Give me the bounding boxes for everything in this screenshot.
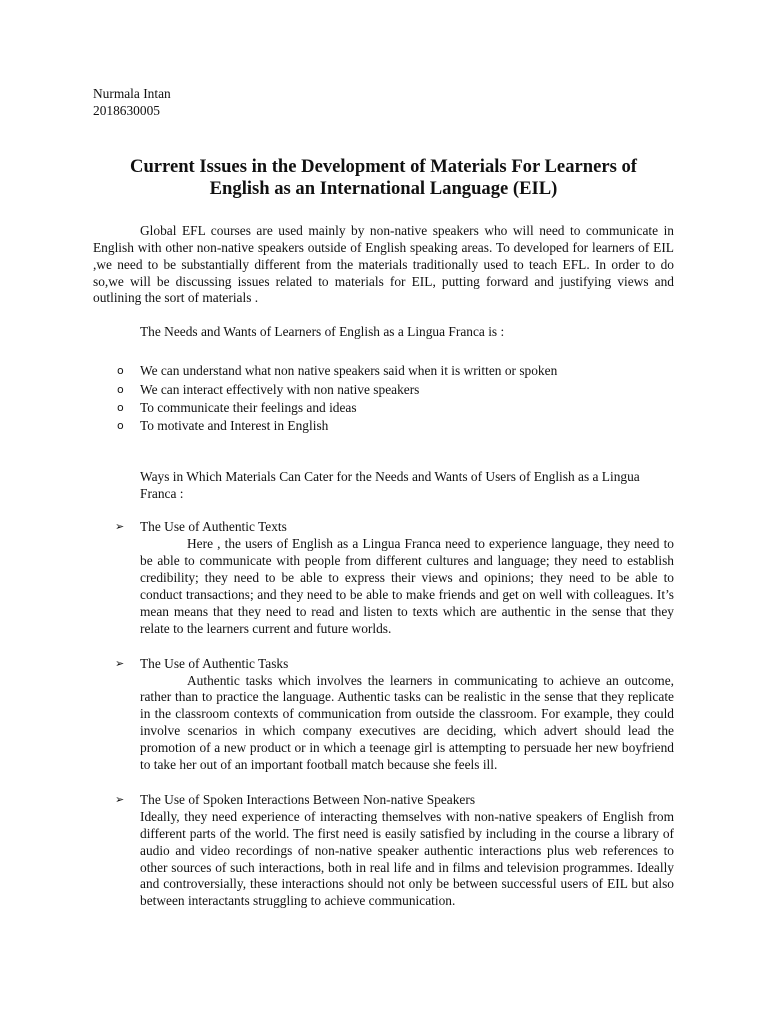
bullet-icon: o bbox=[117, 400, 124, 414]
arrow-bullet-icon: ➢ bbox=[115, 656, 125, 670]
student-id: 2018630005 bbox=[93, 102, 160, 118]
section-title: The Use of Spoken Interactions Between Non-native Speakers bbox=[140, 791, 476, 807]
section-spoken-interactions bbox=[93, 792, 674, 910]
section-title: The Use of Authentic Texts bbox=[140, 519, 287, 535]
arrow-bullet-icon: ➢ bbox=[115, 520, 125, 534]
section-body: Authentic tasks which involves the learners in communicating to achieve an outcome, rather than to practice the language. Authentic tasks can be realistic in the sense that they replicate in the classroom contexts of communication from outside the classroom. For example, they could involve scenarios in which company executives are deciding, which advert should lead the promotion of a new product or in which a teenage girl is attempting to persuade her new boyfriend to take her out of an important football match because she feels ill. bbox=[140, 672, 674, 773]
bullet-icon: o bbox=[117, 364, 124, 378]
list-item-text: We can interact effectively with non native speakers bbox=[140, 381, 420, 397]
author-name: Nurmala Intan bbox=[93, 86, 171, 101]
title-line-1: Current Issues in the Development of Materials For Learners of bbox=[130, 155, 637, 177]
list-item bbox=[93, 362, 674, 380]
list-item bbox=[93, 381, 674, 399]
list-item bbox=[93, 399, 674, 417]
list-item-text: To motivate and Interest in English bbox=[140, 418, 329, 434]
list-item bbox=[93, 417, 674, 435]
intro-paragraph: Global EFL courses are used mainly by non-native speakers who will need to communicate in English with other non-native speakers outside of English speaking areas. To developed for learners of EIL ,we need to be substantially different from the materials traditionally used to teach EFL. In order to do so,we will be discussing issues related to materials for EIL, putting forward and justifying views and outlining the sort of materials . bbox=[93, 222, 674, 306]
document-page bbox=[93, 86, 674, 910]
arrow-bullet-icon: ➢ bbox=[115, 792, 125, 806]
needs-heading: The Needs and Wants of Learners of English as a Lingua Franca is : bbox=[140, 324, 505, 340]
section-body: Ideally, they need experience of interacting themselves with non-native speakers of English from different parts of the world. The first need is easily satisfied by including in the course a library of audio and video recordings of non-native speaker authentic interactions plus web references to other sources of such interactions, both in real life and in films and television programmes. Ideally and controversially, these interactions should not only be between successful users of EIL but also between interactants struggling to achieve communication. bbox=[140, 808, 674, 909]
section-authentic-texts bbox=[93, 519, 674, 637]
title-line-2: English as an International Language (EIL) bbox=[209, 177, 558, 199]
bullet-icon: o bbox=[117, 419, 124, 433]
section-title: The Use of Authentic Tasks bbox=[140, 655, 289, 671]
bullet-icon: o bbox=[117, 382, 124, 396]
document-title bbox=[87, 156, 680, 200]
section-authentic-tasks bbox=[93, 656, 674, 774]
needs-list bbox=[93, 362, 674, 435]
list-item-text: We can understand what non native speakers said when it is written or spoken bbox=[140, 363, 558, 379]
ways-heading: Ways in Which Materials Can Cater for the Needs and Wants of Users of English as a Lingua Franca : bbox=[140, 469, 640, 502]
list-item-text: To communicate their feelings and ideas bbox=[140, 399, 357, 415]
section-body: Here , the users of English as a Lingua Franca need to experience language, they need to be able to communicate with people from different cultures and language; they need to establish credibility; they need to be able to express their views and opinions; they need to be able to conduct transactions; and they need to be able to make friends and get on well with colleagues. It’s mean means that they need to read and listen to texts which are authentic in the sense that they relate to the learners current and future worlds. bbox=[140, 536, 674, 636]
